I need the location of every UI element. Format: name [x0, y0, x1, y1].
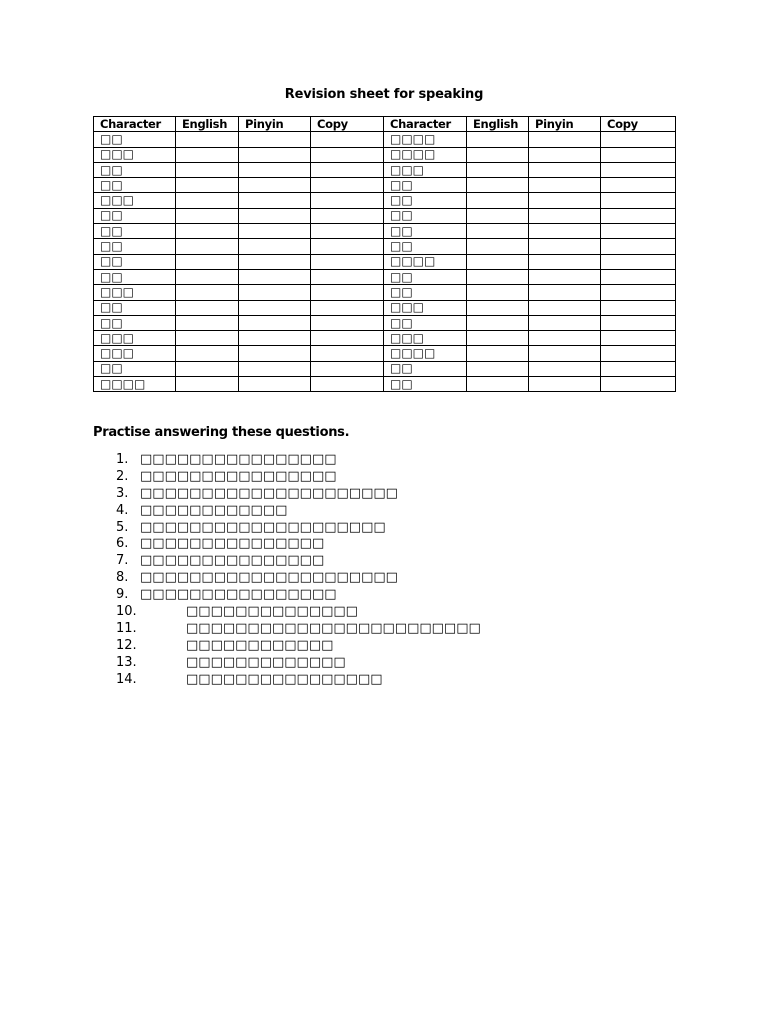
- copy-cell[interactable]: [601, 285, 676, 300]
- english-cell[interactable]: [467, 193, 529, 208]
- english-cell[interactable]: [467, 346, 529, 361]
- pinyin-cell[interactable]: [239, 147, 311, 162]
- question-number: 13.: [116, 654, 137, 670]
- english-cell[interactable]: [467, 269, 529, 284]
- copy-cell[interactable]: [601, 346, 676, 361]
- english-cell[interactable]: [176, 269, 239, 284]
- english-cell[interactable]: [176, 224, 239, 239]
- character-cell: □□□: [384, 331, 467, 346]
- pinyin-cell[interactable]: [529, 285, 601, 300]
- copy-cell[interactable]: [601, 331, 676, 346]
- pinyin-cell[interactable]: [239, 346, 311, 361]
- table-row: [94, 147, 676, 162]
- question-text: □□□□□□□□□□□□□□□□□□□□□: [140, 485, 398, 501]
- pinyin-cell[interactable]: [239, 377, 311, 392]
- pinyin-cell[interactable]: [239, 285, 311, 300]
- question-item: [116, 486, 481, 503]
- copy-cell[interactable]: [311, 224, 384, 239]
- questions-list: [116, 452, 481, 688]
- english-cell[interactable]: [176, 285, 239, 300]
- character-cell: □□: [384, 193, 467, 208]
- character-cell: □□: [94, 300, 176, 315]
- character-cell: □□□: [384, 162, 467, 177]
- copy-cell[interactable]: [311, 361, 384, 376]
- copy-cell[interactable]: [601, 178, 676, 193]
- copy-cell[interactable]: [601, 377, 676, 392]
- character-cell: □□□□: [384, 132, 467, 147]
- character-cell: □□□□: [384, 147, 467, 162]
- question-item: [116, 469, 481, 486]
- english-cell[interactable]: [176, 239, 239, 254]
- question-text: □□□□□□□□□□□□□□: [186, 604, 358, 620]
- pinyin-cell[interactable]: [529, 300, 601, 315]
- pinyin-cell[interactable]: [239, 331, 311, 346]
- copy-cell[interactable]: [601, 147, 676, 162]
- copy-cell[interactable]: [311, 254, 384, 269]
- english-cell[interactable]: [467, 254, 529, 269]
- english-cell[interactable]: [176, 254, 239, 269]
- english-cell[interactable]: [176, 377, 239, 392]
- table-row: [94, 193, 676, 208]
- question-number: 6.: [116, 536, 129, 552]
- question-item: [116, 621, 481, 638]
- question-number: 14.: [116, 671, 137, 687]
- copy-cell[interactable]: [311, 300, 384, 315]
- table-row: [94, 300, 676, 315]
- question-number: 9.: [116, 587, 129, 603]
- character-cell: □□: [94, 269, 176, 284]
- english-cell[interactable]: [176, 315, 239, 330]
- table-row: [94, 208, 676, 223]
- column-header-english: English: [176, 117, 239, 132]
- english-cell[interactable]: [176, 162, 239, 177]
- character-cell: □□: [94, 254, 176, 269]
- table-row: [94, 346, 676, 361]
- pinyin-cell[interactable]: [529, 208, 601, 223]
- question-item: [116, 638, 481, 655]
- question-item: [116, 553, 481, 570]
- english-cell[interactable]: [176, 178, 239, 193]
- question-number: 1.: [116, 452, 129, 467]
- pinyin-cell[interactable]: [239, 208, 311, 223]
- character-cell: □□: [384, 361, 467, 376]
- copy-cell[interactable]: [311, 193, 384, 208]
- character-cell: □□: [384, 269, 467, 284]
- character-cell: □□: [94, 162, 176, 177]
- pinyin-cell[interactable]: [239, 269, 311, 284]
- table-row: [94, 315, 676, 330]
- question-number: 2.: [116, 468, 129, 484]
- table-row: [94, 361, 676, 376]
- question-number: 7.: [116, 553, 129, 569]
- column-header-copy: Copy: [311, 117, 384, 132]
- pinyin-cell[interactable]: [239, 162, 311, 177]
- table-row: [94, 239, 676, 254]
- pinyin-cell[interactable]: [529, 178, 601, 193]
- character-cell: □□□□: [384, 254, 467, 269]
- question-text: □□□□□□□□□□□□□□□: [140, 536, 325, 552]
- copy-cell[interactable]: [311, 239, 384, 254]
- question-number: 5.: [116, 519, 129, 535]
- question-number: 12.: [116, 637, 137, 653]
- table-header-row: [94, 117, 676, 132]
- english-cell[interactable]: [467, 285, 529, 300]
- copy-cell[interactable]: [311, 269, 384, 284]
- pinyin-cell[interactable]: [239, 178, 311, 193]
- english-cell[interactable]: [176, 208, 239, 223]
- question-text: □□□□□□□□□□□□□□□□□□□□□: [140, 570, 398, 586]
- copy-cell[interactable]: [601, 315, 676, 330]
- pinyin-cell[interactable]: [239, 315, 311, 330]
- character-cell: □□: [384, 178, 467, 193]
- question-text: □□□□□□□□□□□□□□□□: [140, 468, 337, 484]
- question-item: [116, 604, 481, 621]
- copy-cell[interactable]: [311, 162, 384, 177]
- character-cell: □□: [384, 285, 467, 300]
- english-cell[interactable]: [467, 361, 529, 376]
- english-cell[interactable]: [467, 208, 529, 223]
- copy-cell[interactable]: [311, 147, 384, 162]
- question-item: [116, 570, 481, 587]
- question-text: □□□□□□□□□□□□□□□□: [186, 671, 383, 687]
- pinyin-cell[interactable]: [239, 193, 311, 208]
- column-header-pinyin: Pinyin: [239, 117, 311, 132]
- pinyin-cell[interactable]: [529, 162, 601, 177]
- english-cell[interactable]: [467, 315, 529, 330]
- question-number: 8.: [116, 570, 129, 586]
- copy-cell[interactable]: [601, 361, 676, 376]
- copy-cell[interactable]: [601, 254, 676, 269]
- character-cell: □□: [94, 361, 176, 376]
- column-header-pinyin: Pinyin: [529, 117, 601, 132]
- table-row: [94, 254, 676, 269]
- pinyin-cell[interactable]: [529, 147, 601, 162]
- question-text: □□□□□□□□□□□□□□□□: [140, 452, 337, 467]
- page-title: Revision sheet for speaking: [284, 87, 484, 102]
- copy-cell[interactable]: [601, 269, 676, 284]
- character-cell: □□□: [384, 300, 467, 315]
- english-cell[interactable]: [176, 147, 239, 162]
- column-header-english: English: [467, 117, 529, 132]
- english-cell[interactable]: [467, 162, 529, 177]
- question-number: 11.: [116, 620, 137, 636]
- questions-heading: Practise answering these questions.: [93, 425, 350, 440]
- column-header-character: Character: [94, 117, 176, 132]
- table-row: [94, 377, 676, 392]
- question-text: □□□□□□□□□□□□: [140, 502, 288, 518]
- question-number: 3.: [116, 485, 129, 501]
- column-header-copy: Copy: [601, 117, 676, 132]
- question-text: □□□□□□□□□□□□□□□□: [140, 587, 337, 603]
- question-item: [116, 536, 481, 553]
- copy-cell[interactable]: [311, 315, 384, 330]
- question-text: □□□□□□□□□□□□□: [186, 654, 346, 670]
- english-cell[interactable]: [467, 224, 529, 239]
- copy-cell[interactable]: [601, 224, 676, 239]
- copy-cell[interactable]: [311, 132, 384, 147]
- english-cell[interactable]: [467, 331, 529, 346]
- english-cell[interactable]: [176, 193, 239, 208]
- character-cell: □□: [384, 239, 467, 254]
- pinyin-cell[interactable]: [239, 300, 311, 315]
- character-cell: □□: [94, 132, 176, 147]
- question-text: □□□□□□□□□□□□: [186, 637, 334, 653]
- question-number: 4.: [116, 502, 129, 518]
- character-cell: □□□: [94, 346, 176, 361]
- copy-cell[interactable]: [311, 346, 384, 361]
- pinyin-cell[interactable]: [529, 254, 601, 269]
- character-cell: □□□□: [94, 377, 176, 392]
- copy-cell[interactable]: [601, 193, 676, 208]
- question-text: □□□□□□□□□□□□□□□: [140, 553, 325, 569]
- english-cell[interactable]: [467, 147, 529, 162]
- question-text: □□□□□□□□□□□□□□□□□□□□□□□□: [186, 620, 481, 636]
- english-cell[interactable]: [176, 361, 239, 376]
- character-cell: □□: [384, 377, 467, 392]
- question-item: [116, 503, 481, 520]
- copy-cell[interactable]: [601, 132, 676, 147]
- english-cell[interactable]: [467, 132, 529, 147]
- pinyin-cell[interactable]: [529, 361, 601, 376]
- english-cell[interactable]: [176, 331, 239, 346]
- character-cell: □□□□: [384, 346, 467, 361]
- character-cell: □□□: [94, 147, 176, 162]
- character-cell: □□: [94, 178, 176, 193]
- english-cell[interactable]: [467, 239, 529, 254]
- character-cell: □□: [94, 224, 176, 239]
- pinyin-cell[interactable]: [529, 315, 601, 330]
- character-cell: □□□: [94, 285, 176, 300]
- copy-cell[interactable]: [601, 239, 676, 254]
- copy-cell[interactable]: [311, 285, 384, 300]
- pinyin-cell[interactable]: [529, 377, 601, 392]
- pinyin-cell[interactable]: [239, 254, 311, 269]
- character-cell: □□: [94, 239, 176, 254]
- table-row: [94, 162, 676, 177]
- question-item: [116, 672, 481, 689]
- copy-cell[interactable]: [311, 208, 384, 223]
- table-row: [94, 285, 676, 300]
- vocabulary-table: [93, 116, 676, 392]
- copy-cell[interactable]: [311, 178, 384, 193]
- pinyin-cell[interactable]: [529, 331, 601, 346]
- pinyin-cell[interactable]: [529, 193, 601, 208]
- question-number: 10.: [116, 604, 137, 620]
- character-cell: □□: [94, 208, 176, 223]
- copy-cell[interactable]: [601, 208, 676, 223]
- question-item: [116, 655, 481, 672]
- pinyin-cell[interactable]: [239, 239, 311, 254]
- character-cell: □□□: [94, 193, 176, 208]
- pinyin-cell[interactable]: [239, 224, 311, 239]
- character-cell: □□: [94, 315, 176, 330]
- english-cell[interactable]: [176, 346, 239, 361]
- pinyin-cell[interactable]: [529, 224, 601, 239]
- english-cell[interactable]: [467, 300, 529, 315]
- table-row: [94, 269, 676, 284]
- pinyin-cell[interactable]: [529, 346, 601, 361]
- pinyin-cell[interactable]: [529, 132, 601, 147]
- question-item: [116, 520, 481, 537]
- copy-cell[interactable]: [311, 377, 384, 392]
- table-row: [94, 132, 676, 147]
- table-row: [94, 331, 676, 346]
- table-row: [94, 178, 676, 193]
- character-cell: □□: [384, 224, 467, 239]
- copy-cell[interactable]: [601, 300, 676, 315]
- character-cell: □□: [384, 208, 467, 223]
- english-cell[interactable]: [176, 300, 239, 315]
- question-text: □□□□□□□□□□□□□□□□□□□□: [140, 519, 386, 535]
- character-cell: □□□: [94, 331, 176, 346]
- question-item: [116, 452, 481, 469]
- pinyin-cell[interactable]: [529, 269, 601, 284]
- english-cell[interactable]: [467, 178, 529, 193]
- english-cell[interactable]: [176, 132, 239, 147]
- copy-cell[interactable]: [311, 331, 384, 346]
- english-cell[interactable]: [467, 377, 529, 392]
- character-cell: □□: [384, 315, 467, 330]
- pinyin-cell[interactable]: [529, 239, 601, 254]
- column-header-character: Character: [384, 117, 467, 132]
- pinyin-cell[interactable]: [239, 361, 311, 376]
- pinyin-cell[interactable]: [239, 132, 311, 147]
- question-item: [116, 587, 481, 604]
- table-row: [94, 224, 676, 239]
- copy-cell[interactable]: [601, 162, 676, 177]
